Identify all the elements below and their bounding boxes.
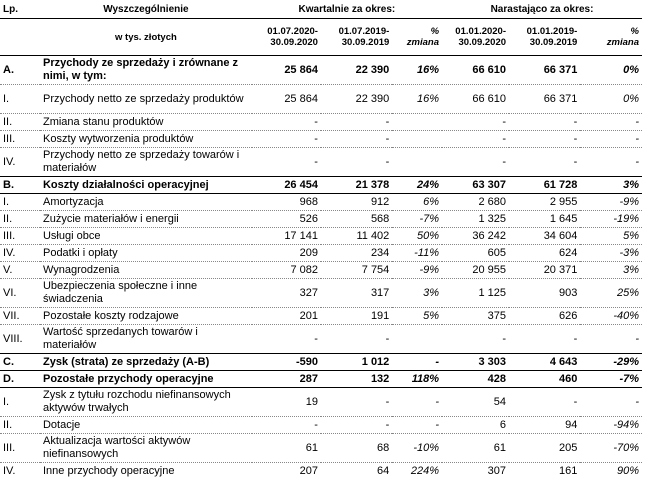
row-q-change: -: [392, 354, 442, 371]
row-q-change: -: [392, 417, 442, 434]
row-lp: VII.: [0, 308, 40, 325]
row-c-current: -: [442, 325, 509, 354]
table-row: [0, 85, 642, 114]
row-c-current: 63 307: [442, 177, 509, 194]
row-name: Przychody netto ze sprzedaży towarów i materiałów: [40, 148, 252, 177]
row-q-change: 118%: [392, 371, 442, 388]
row-name: Przychody ze sprzedaży i zrównane z nimi, w tym:: [40, 56, 252, 85]
row-c-previous: 460: [509, 371, 580, 388]
row-c-change: -: [580, 325, 642, 354]
row-c-previous: 94: [509, 417, 580, 434]
row-c-current: 6: [442, 417, 509, 434]
table-row: [0, 114, 642, 131]
table-row: [0, 279, 642, 308]
row-q-change: 5%: [392, 308, 442, 325]
row-q-previous: 64: [321, 463, 392, 480]
row-c-current: 1 325: [442, 211, 509, 228]
row-c-change: -: [580, 114, 642, 131]
row-q-current: 26 454: [252, 177, 321, 194]
row-q-previous: 317: [321, 279, 392, 308]
row-lp: C.: [0, 354, 40, 371]
row-name: Pozostałe przychody operacyjne: [40, 371, 252, 388]
row-q-current: 327: [252, 279, 321, 308]
row-q-previous: 912: [321, 194, 392, 211]
row-c-change: -40%: [580, 308, 642, 325]
row-lp: VIII.: [0, 325, 40, 354]
row-q-previous: -: [321, 148, 392, 177]
row-c-previous: 205: [509, 434, 580, 463]
row-q-current: -: [252, 131, 321, 148]
row-q-previous: 68: [321, 434, 392, 463]
row-c-previous: 626: [509, 308, 580, 325]
row-q-change: 16%: [392, 85, 442, 114]
row-q-change: [392, 148, 442, 177]
row-c-change: -: [580, 388, 642, 417]
row-c-current: 66 610: [442, 85, 509, 114]
row-q-current: 25 864: [252, 56, 321, 85]
row-c-change: 25%: [580, 279, 642, 308]
row-q-current: -: [252, 148, 321, 177]
row-q-current: 61: [252, 434, 321, 463]
row-name: Aktualizacja wartości aktywów niefinansowych: [40, 434, 252, 463]
row-q-previous: -: [321, 388, 392, 417]
row-q-previous: 11 402: [321, 228, 392, 245]
row-c-current: -: [442, 114, 509, 131]
header-lp: Lp.: [3, 3, 18, 15]
row-q-change: [392, 325, 442, 354]
row-c-change: 3%: [580, 177, 642, 194]
table-row: [0, 463, 642, 480]
row-name: Zysk (strata) ze sprzedaży (A-B): [40, 354, 252, 371]
row-lp: III.: [0, 228, 40, 245]
row-c-previous: -: [509, 148, 580, 177]
row-q-current: 19: [252, 388, 321, 417]
row-c-change: 90%: [580, 463, 642, 480]
row-lp: II.: [0, 114, 40, 131]
row-c-current: 1 125: [442, 279, 509, 308]
table-row: [0, 131, 642, 148]
row-c-current: 54: [442, 388, 509, 417]
header-q-previous: 01.07.2019- 30.09.2019: [338, 26, 390, 48]
row-c-change: -7%: [580, 371, 642, 388]
row-lp: IV.: [0, 245, 40, 262]
row-name: Zużycie materiałów i energii: [40, 211, 252, 228]
row-q-previous: 191: [321, 308, 392, 325]
row-lp: III.: [0, 434, 40, 463]
row-c-previous: -: [509, 114, 580, 131]
row-c-change: -19%: [580, 211, 642, 228]
row-c-change: -: [580, 148, 642, 177]
row-q-change: 50%: [392, 228, 442, 245]
row-c-previous: 624: [509, 245, 580, 262]
row-c-previous: 161: [509, 463, 580, 480]
row-lp: I.: [0, 388, 40, 417]
row-q-current: -: [252, 114, 321, 131]
header-c-change: % zmiana: [606, 26, 639, 48]
header-row-periods: [0, 0, 642, 19]
row-q-current: -: [252, 325, 321, 354]
row-q-previous: 22 390: [321, 56, 392, 85]
row-q-previous: 234: [321, 245, 392, 262]
row-q-current: 7 082: [252, 262, 321, 279]
table-row: [0, 262, 642, 279]
row-q-change: [392, 131, 442, 148]
row-q-previous: -: [321, 325, 392, 354]
table-row: [0, 177, 642, 194]
row-name: Koszty wytworzenia produktów: [40, 131, 252, 148]
row-q-current: 207: [252, 463, 321, 480]
row-q-current: 25 864: [252, 85, 321, 114]
row-q-change: 6%: [392, 194, 442, 211]
row-q-current: 287: [252, 371, 321, 388]
row-c-previous: -: [509, 131, 580, 148]
row-name: Przychody netto ze sprzedaży produktów: [40, 85, 252, 114]
table-row: [0, 417, 642, 434]
row-lp: VI.: [0, 279, 40, 308]
row-c-change: -94%: [580, 417, 642, 434]
row-name: Wynagrodzenia: [40, 262, 252, 279]
row-c-previous: 34 604: [509, 228, 580, 245]
row-c-previous: 61 728: [509, 177, 580, 194]
row-name: Dotacje: [40, 417, 252, 434]
row-q-change: 3%: [392, 279, 442, 308]
row-name: Amortyzacja: [40, 194, 252, 211]
row-c-current: 66 610: [442, 56, 509, 85]
row-c-current: 36 242: [442, 228, 509, 245]
row-c-previous: 4 643: [509, 354, 580, 371]
row-lp: IV.: [0, 148, 40, 177]
row-lp: I.: [0, 85, 40, 114]
row-c-current: -: [442, 131, 509, 148]
table-row: [0, 228, 642, 245]
row-q-change: -10%: [392, 434, 442, 463]
table-row: [0, 388, 642, 417]
row-c-current: 605: [442, 245, 509, 262]
header-unit: w tys. złotych: [115, 31, 177, 43]
table-row: [0, 56, 642, 85]
row-lp: II.: [0, 417, 40, 434]
row-c-current: 3 303: [442, 354, 509, 371]
header-quarterly: Kwartalnie za okres:: [298, 3, 396, 15]
row-q-previous: 132: [321, 371, 392, 388]
row-q-current: 201: [252, 308, 321, 325]
row-q-current: 17 141: [252, 228, 321, 245]
table-row: [0, 354, 642, 371]
row-q-change: [392, 114, 442, 131]
header-q-change: % zmiana: [406, 26, 440, 48]
table-row: [0, 245, 642, 262]
row-q-change: 224%: [392, 463, 442, 480]
header-description: Wyszczególnienie: [103, 3, 189, 15]
row-name: Zmiana stanu produktów: [40, 114, 252, 131]
row-lp: D.: [0, 371, 40, 388]
row-c-current: 20 955: [442, 262, 509, 279]
row-c-previous: -: [509, 325, 580, 354]
row-q-current: -: [252, 417, 321, 434]
row-c-change: -9%: [580, 194, 642, 211]
row-c-change: 0%: [580, 56, 642, 85]
row-q-previous: -: [321, 417, 392, 434]
header-cumulative: Narastająco za okres:: [490, 3, 594, 15]
row-c-change: -: [580, 131, 642, 148]
row-name: Inne przychody operacyjne: [40, 463, 252, 480]
table-row: [0, 148, 642, 177]
row-c-previous: 903: [509, 279, 580, 308]
row-lp: V.: [0, 262, 40, 279]
row-c-previous: 20 371: [509, 262, 580, 279]
row-q-previous: 568: [321, 211, 392, 228]
table-row: [0, 194, 642, 211]
row-q-previous: 21 378: [321, 177, 392, 194]
row-q-change: -: [392, 388, 442, 417]
row-c-change: 0%: [580, 85, 642, 114]
row-q-current: -590: [252, 354, 321, 371]
row-lp: IV.: [0, 463, 40, 480]
row-c-current: 428: [442, 371, 509, 388]
row-q-current: 526: [252, 211, 321, 228]
row-c-change: -70%: [580, 434, 642, 463]
row-q-previous: 7 754: [321, 262, 392, 279]
table-row: [0, 325, 642, 354]
row-name: Koszty działalności operacyjnej: [40, 177, 252, 194]
header-q-current: 01.07.2020- 30.09.2020: [267, 26, 318, 48]
row-name: Ubezpieczenia społeczne i inne świadczenia: [40, 279, 252, 308]
row-name: Podatki i opłaty: [40, 245, 252, 262]
table-body: [0, 56, 642, 480]
header-row-dates: [0, 19, 642, 56]
row-name: Pozostałe koszty rodzajowe: [40, 308, 252, 325]
table-row: [0, 211, 642, 228]
row-q-previous: 1 012: [321, 354, 392, 371]
row-q-change: 24%: [392, 177, 442, 194]
row-q-current: 209: [252, 245, 321, 262]
table-row: [0, 371, 642, 388]
row-q-previous: -: [321, 114, 392, 131]
row-c-current: -: [442, 148, 509, 177]
row-c-previous: 66 371: [509, 85, 580, 114]
table-row: [0, 434, 642, 463]
row-c-previous: 1 645: [509, 211, 580, 228]
row-q-current: 968: [252, 194, 321, 211]
row-lp: I.: [0, 194, 40, 211]
row-name: Wartość sprzedanych towarów i materiałów: [40, 325, 252, 354]
row-c-change: -3%: [580, 245, 642, 262]
row-q-previous: 22 390: [321, 85, 392, 114]
row-c-previous: 2 955: [509, 194, 580, 211]
row-c-change: -29%: [580, 354, 642, 371]
row-lp: II.: [0, 211, 40, 228]
row-c-current: 61: [442, 434, 509, 463]
row-name: Usługi obce: [40, 228, 252, 245]
table-row: [0, 308, 642, 325]
row-q-previous: -: [321, 131, 392, 148]
row-c-current: 307: [442, 463, 509, 480]
row-c-change: 3%: [580, 262, 642, 279]
row-name: Zysk z tytułu rozchodu niefinansowych aktywów trwałych: [40, 388, 252, 417]
row-lp: A.: [0, 56, 40, 85]
header-c-current: 01.01.2020- 30.09.2020: [455, 26, 507, 48]
row-c-previous: 66 371: [509, 56, 580, 85]
row-q-change: -7%: [392, 211, 442, 228]
row-c-current: 375: [442, 308, 509, 325]
row-lp: B.: [0, 177, 40, 194]
row-c-current: 2 680: [442, 194, 509, 211]
row-q-change: -9%: [392, 262, 442, 279]
row-lp: III.: [0, 131, 40, 148]
row-q-change: -11%: [392, 245, 442, 262]
row-c-change: 5%: [580, 228, 642, 245]
row-c-previous: -: [509, 388, 580, 417]
header-c-previous: 01.01.2019- 30.09.2019: [526, 26, 578, 48]
row-q-change: 16%: [392, 56, 442, 85]
